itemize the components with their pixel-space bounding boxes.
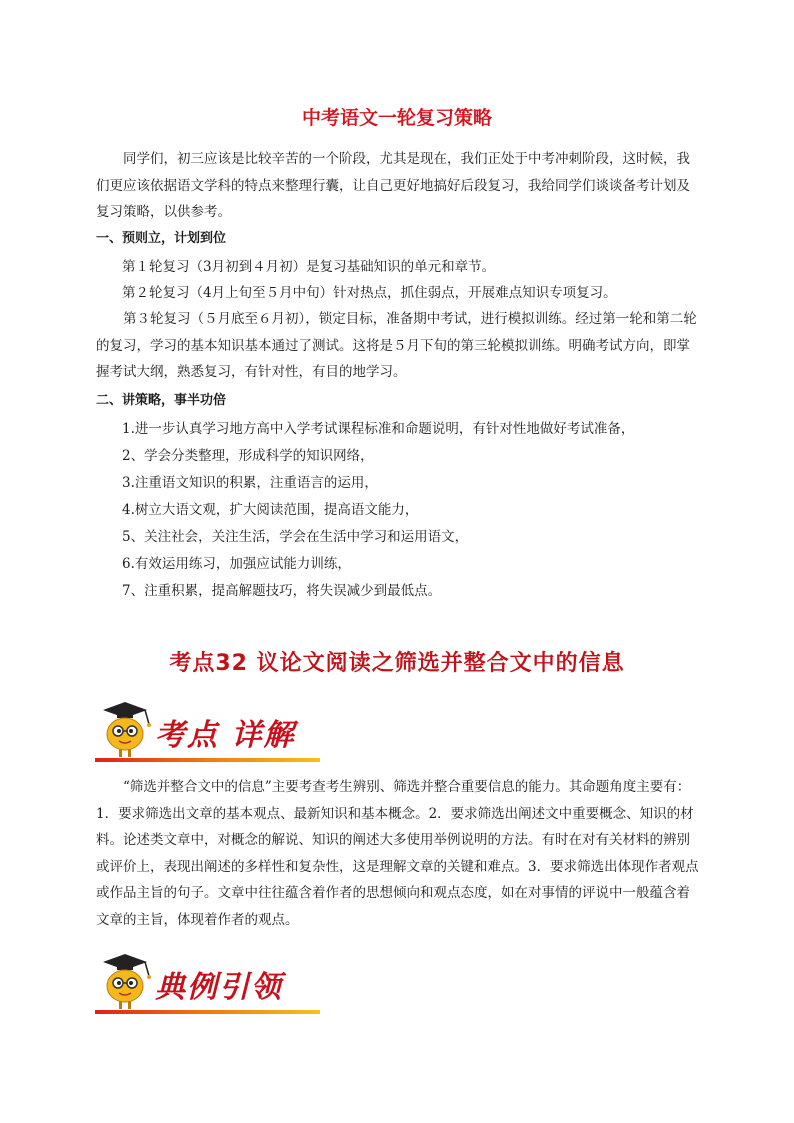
graduate-mascot-icon [95, 698, 159, 760]
banner-underline [95, 1010, 320, 1014]
section2-item-2: 2、学会分类整理，形成科学的知识网络， [122, 448, 374, 464]
banner-example [95, 952, 320, 1014]
intro-paragraph: 同学们，初三应该是比较辛苦的一个阶段，尤其是现在，我们正处于中考冲刺阶段，这时候，我们更应该依据语文学科的特点来整理行囊，让自己更好地搞好后段复习，我给同学们谈谈备考计划及复习策略，以供参考。 [96, 151, 690, 220]
banner-underline [95, 758, 320, 762]
section2-heading: 二、讲策略，事半功倍 [96, 393, 227, 408]
section2-item-7: 7、注重积累，提高解题技巧，将失误减少到最低点。 [122, 583, 442, 599]
graduate-mascot-icon [95, 950, 159, 1012]
banner-example-text: 典例引领 [155, 970, 283, 1005]
banner-detail [95, 700, 320, 762]
section1-item-3: 第３轮复习（５月底至６月初），锁定目标，准备期中考试，进行模拟训练。经过第一轮和第二轮的复习，学习的基本知识基本通过了测试。这将是５月下旬的第三轮模拟训练。明确考试方向，即掌握考试大纲，熟悉复习，有针对性，有目的地学习。 [96, 311, 697, 380]
topic-title: 考点32 议论文阅读之筛选并整合文中的信息 [169, 651, 625, 676]
section2-item-1: 1.进一步认真学习地方高中入学考试课程标准和命题说明，有针对性地做好考试准备， [122, 421, 635, 437]
section2-item-3: 3.注重语文知识的积累，注重语言的运用， [122, 475, 378, 491]
section2-item-5: 5、关注社会，关注生活，学会在生活中学习和运用语文， [122, 529, 469, 545]
page-title: 中考语文一轮复习策略 [301, 107, 492, 129]
detail-paragraph: “筛选并整合文中的信息”主要考查考生辨别、筛选并整合重要信息的能力。其命题角度主要有：1．要求筛选出文章的基本观点、最新知识和基本概念。2．要求筛选出阐述文中重要概念、知识的材料。论述类文章中，对概念的解说、知识的阐述大多使用举例说明的方法。有时在对有关材料的辨别或评价上，表现出阐述的多样性和复杂性，这是理解文章的关键和难点。3．要求筛选出体现作者观点或作品主旨的句子。文章中往往蕴含着作者的思想倾向和观点态度，如在对事情的评说中一般蕴含着文章的主旨，体现着作者的观点。 [96, 779, 699, 928]
section2-item-4: 4.树立大语文观，扩大阅读范围，提高语文能力， [122, 502, 419, 518]
section1-item-2: 第２轮复习（4月上旬至５月中旬）针对热点，抓住弱点，开展难点知识专项复习。 [122, 285, 617, 301]
section1-item-1: 第１轮复习（3月初到４月初）是复习基础知识的单元和章节。 [122, 259, 496, 275]
section1-heading: 一、预则立，计划到位 [96, 231, 227, 246]
banner-detail-text: 考点 详解 [155, 718, 296, 753]
section2-item-6: 6.有效运用练习，加强应试能力训练， [122, 556, 351, 572]
